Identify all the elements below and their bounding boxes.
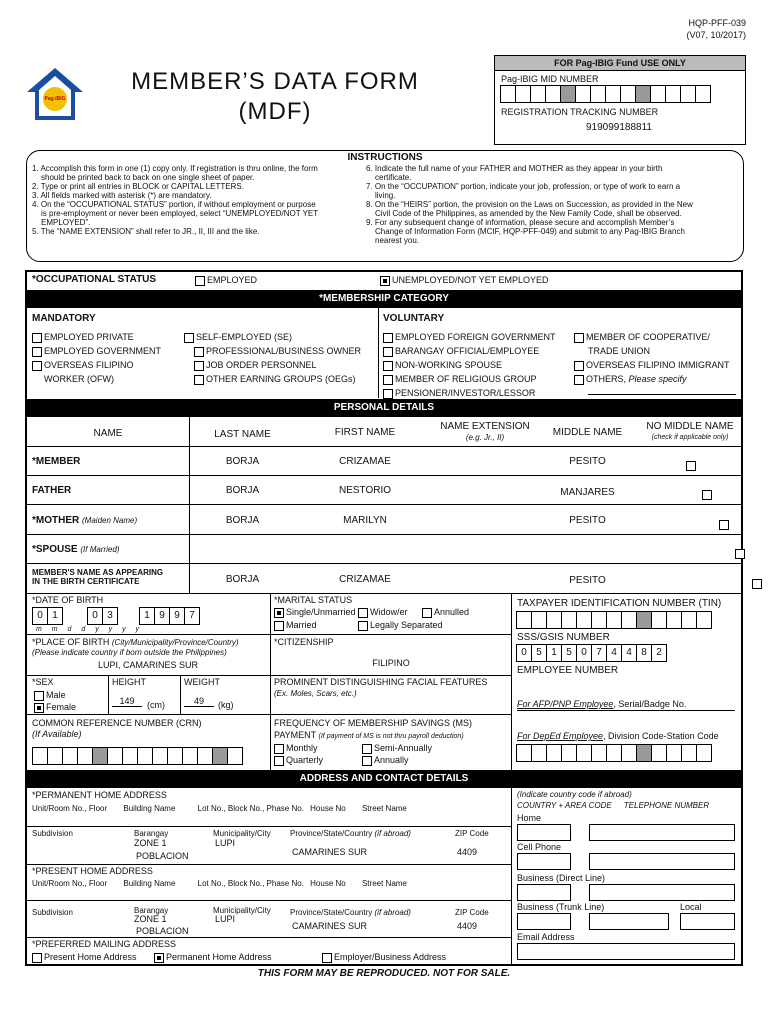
present-barangay-label: Barangay	[134, 906, 169, 915]
col-last: LAST NAME	[214, 429, 271, 440]
mandatory-label: MANDATORY	[32, 313, 96, 324]
afp-label: For AFP/PNP Employee, Serial/Badge No.	[517, 699, 687, 709]
present-barangay-value[interactable]: ZONE 1	[134, 914, 167, 924]
separated-checkbox[interactable]	[358, 621, 368, 631]
bus-direct-phone-input[interactable]	[589, 884, 735, 901]
bus-trunk-label: Business (Trunk Line)	[517, 902, 605, 912]
checkbox[interactable]	[574, 333, 584, 343]
mid-label: Pag-IBIG MID NUMBER	[501, 74, 599, 84]
marital-widow[interactable]: Widow/er	[358, 607, 408, 618]
checkbox[interactable]	[383, 333, 393, 343]
widow-checkbox[interactable]	[358, 608, 368, 618]
mother-middle[interactable]: PESITO	[569, 515, 606, 526]
present-barangay-value2[interactable]: POBLACION	[136, 926, 189, 936]
row-father-label: FATHER	[32, 485, 72, 496]
opt-ofi[interactable]: OVERSEAS FILIPINO IMMIGRANT	[574, 358, 730, 372]
col-name: NAME	[93, 428, 123, 439]
form-subtitle: (MDF)	[238, 98, 312, 125]
checkbox[interactable]	[383, 347, 393, 357]
perm-city-value[interactable]: LUPI	[215, 838, 236, 848]
form-title: MEMBER’S DATA FORM	[131, 68, 419, 95]
row-line	[27, 475, 741, 476]
col-divider	[511, 593, 512, 770]
address-header: ADDRESS AND CONTACT DETAILS	[27, 770, 741, 788]
height-unit: (cm)	[147, 700, 165, 710]
opt-cooperative[interactable]: MEMBER OF COOPERATIVE/	[574, 330, 730, 344]
row-mother-label: *MOTHER (Maiden Name)	[32, 515, 138, 526]
occ-unemployed[interactable]: UNEMPLOYED/NOT YET EMPLOYED	[380, 275, 549, 286]
checkbox[interactable]	[184, 333, 194, 343]
home-phone-input[interactable]	[589, 824, 735, 841]
opt-cooperative-line2: TRADE UNION	[588, 346, 651, 356]
contact-cols: COUNTRY + AREA CODE TELEPHONE NUMBER	[517, 801, 710, 810]
instructions-title: INSTRUCTIONS	[347, 152, 423, 163]
perm-city-label: Municipality/City	[213, 829, 271, 838]
cell-phone-input[interactable]	[589, 853, 735, 870]
checkbox[interactable]	[574, 361, 584, 371]
form-code: HQP-PFF-039	[688, 18, 746, 28]
present-zip-value[interactable]: 4409	[457, 921, 478, 931]
row-line	[27, 634, 511, 635]
row-line	[27, 937, 511, 938]
occ-status-label: *OCCUPATIONAL STATUS	[32, 274, 157, 285]
height-value[interactable]: 149	[112, 696, 142, 707]
present-province-value[interactable]: CAMARINES SUR	[292, 921, 368, 931]
member-nomid-checkbox[interactable]	[686, 461, 696, 471]
mail-permanent-checkbox[interactable]	[154, 953, 164, 963]
cell-area-code-input[interactable]	[517, 853, 571, 870]
row-member-label: *MEMBER	[32, 456, 81, 467]
membership-header: *MEMBERSHIP CATEGORY	[27, 290, 741, 308]
local-input[interactable]	[680, 913, 735, 930]
checkbox[interactable]	[194, 375, 204, 385]
row-line	[27, 593, 741, 594]
freq-label2: PAYMENT (If payment of MS is not thru payroll deduction)	[274, 730, 464, 740]
checkbox[interactable]	[194, 361, 204, 371]
deped-boxes[interactable]	[517, 744, 712, 762]
weight-unit: (kg)	[218, 700, 234, 710]
pob-note: (Please indicate country if born outside the Philippines)	[32, 648, 227, 657]
birthcert-last[interactable]: BORJA	[225, 574, 260, 585]
dob-label: *DATE OF BIRTH	[32, 595, 104, 605]
married-checkbox[interactable]	[274, 621, 284, 631]
marital-married[interactable]: Married	[274, 620, 317, 631]
mail-present[interactable]: Present Home Address	[32, 952, 137, 963]
marital-single[interactable]: Single/Unmarried	[274, 607, 356, 618]
contact-note: (Indicate country code if abroad)	[517, 790, 632, 799]
crn-sub: (If Available)	[32, 729, 82, 739]
monthly-checkbox[interactable]	[274, 744, 284, 754]
male-checkbox[interactable]	[34, 691, 44, 701]
mother-nomid-checkbox[interactable]	[719, 520, 729, 530]
unemployed-checkbox[interactable]	[380, 276, 390, 286]
annually-checkbox[interactable]	[362, 756, 372, 766]
opt-others[interactable]: OTHERS, Please specify	[574, 372, 730, 386]
perm-province-label: Province/State/Country (if abroad)	[290, 829, 411, 838]
row-line	[27, 446, 741, 447]
cell-label: Cell Phone	[517, 842, 562, 852]
voluntary-col1	[383, 330, 556, 400]
sex-male[interactable]: Male	[34, 690, 66, 701]
freq-annually[interactable]: Annually	[362, 755, 409, 766]
opt-pensioner[interactable]: PENSIONER/INVESTOR/LESSOR	[383, 386, 556, 400]
dob-legend: m m d d y y y y	[36, 626, 140, 633]
home-area-code-input[interactable]	[517, 824, 571, 841]
mid-number-boxes[interactable]	[501, 85, 711, 103]
perm-zip-label: ZIP Code	[455, 829, 489, 838]
col-nomid: NO MIDDLE NAME	[646, 421, 734, 432]
home-label: Home	[517, 813, 542, 823]
pag-ibig-logo	[25, 66, 85, 122]
col-nomid-sub: (check if applicable only)	[651, 434, 729, 441]
opt-ofw[interactable]: OVERSEAS FILIPINO	[32, 358, 161, 372]
row-line	[27, 563, 741, 564]
instructions-right: 6. Indicate the full name of your FATHER and MOTHER as they appear in your birth certificate. 7. On the “OCCUPATION” portion, indicate your job, profession, or type of work to earn a living. 8. On the “HEIRS” portion, the provision on the Laws on Succession, as provided in the New Civil Code of the Philippines, as amended by the New Family Code, shall be observed. 9. For any subsequent change of information, please secure and accomplish Member’s Change of Information Form (MCIF, HQP-PFF-049) and submit to any Pag-IBIG Branch nearest you.	[366, 164, 693, 245]
mandatory-col2	[184, 330, 361, 386]
member-last[interactable]: BORJA	[225, 456, 260, 467]
father-nomid-checkbox[interactable]	[702, 490, 712, 500]
bus-trunk-phone-input[interactable]	[589, 913, 669, 930]
col-divider	[511, 788, 512, 964]
voluntary-col2	[574, 330, 730, 386]
opt-foreign-gov[interactable]: EMPLOYED FOREIGN GOVERNMENT	[383, 330, 556, 344]
mail-employer-checkbox[interactable]	[322, 953, 332, 963]
mail-employer[interactable]: Employer/Business Address	[322, 952, 446, 963]
present-city-label: Municipality/City	[213, 906, 271, 915]
email-label: Email Address	[517, 932, 575, 942]
freq-monthly[interactable]: Monthly	[274, 743, 318, 754]
row-line	[27, 504, 741, 505]
opt-nonworking-spouse[interactable]: NON-WORKING SPOUSE	[383, 358, 556, 372]
row-birthcert-label: MEMBER'S NAME AS APPEARING IN THE BIRTH CERTIFICATE	[32, 568, 164, 586]
rtn-value: 919099188811	[586, 122, 652, 133]
female-checkbox[interactable]	[34, 703, 44, 713]
dob-month-boxes[interactable]: 0 1	[33, 607, 63, 625]
mandatory-col1	[32, 330, 161, 386]
row-spouse-label: *SPOUSE (If Married)	[32, 544, 120, 555]
checkbox[interactable]	[383, 375, 393, 385]
afp-line[interactable]	[517, 710, 735, 711]
opt-barangay[interactable]: BARANGAY OFFICIAL/EMPLOYEE	[383, 344, 556, 358]
mail-present-checkbox[interactable]	[32, 953, 42, 963]
bus-trunk-area-input[interactable]	[517, 913, 571, 930]
sex-female[interactable]: Female	[34, 702, 76, 713]
sss-label: SSS/GSIS NUMBER	[517, 632, 610, 643]
father-middle[interactable]: MANJARES	[560, 487, 615, 498]
col-divider	[189, 417, 190, 593]
birthcert-first[interactable]: CRIZAMAE	[339, 574, 391, 585]
row-line	[27, 900, 511, 901]
col-divider	[108, 675, 109, 714]
perm-province-value[interactable]: CAMARINES SUR	[292, 847, 368, 857]
dob-year-boxes[interactable]: 1 9 9 7	[140, 607, 200, 625]
row-line	[27, 534, 741, 535]
opt-oegs[interactable]: OTHER EARNING GROUPS (OEGs)	[184, 372, 361, 386]
col-first: FIRST NAME	[334, 427, 396, 438]
rtn-label: REGISTRATION TRACKING NUMBER	[501, 107, 659, 117]
member-first[interactable]: CRIZAMAE	[339, 456, 391, 467]
row-line	[27, 864, 511, 865]
birthcert-middle[interactable]: PESITO	[569, 575, 606, 586]
mailing-label: *PREFERRED MAILING ADDRESS	[32, 939, 177, 949]
sex-label: *SEX	[32, 677, 54, 687]
local-label: Local	[680, 902, 702, 912]
mother-first[interactable]: MARILYN	[343, 515, 387, 526]
opt-employed-government[interactable]: EMPLOYED GOVERNMENT	[32, 344, 161, 358]
facial-sub: (Ex. Moles, Scars, etc.)	[274, 689, 357, 698]
personal-header: PERSONAL DETAILS	[27, 399, 741, 417]
perm-barangay-value2[interactable]: POBLACION	[136, 851, 189, 861]
bus-direct-area-input[interactable]	[517, 884, 571, 901]
father-last[interactable]: BORJA	[225, 485, 260, 496]
tin-boxes[interactable]	[517, 611, 712, 629]
row-line	[27, 826, 511, 827]
form-version: (V07, 10/2017)	[686, 30, 746, 40]
voluntary-label: VOLUNTARY	[383, 313, 445, 324]
perm-subdivision-label: Subdivision	[32, 829, 73, 838]
opt-ofw-line2: WORKER (OFW)	[44, 374, 114, 384]
perm-zip-value[interactable]: 4409	[457, 847, 478, 857]
pob-label: *PLACE OF BIRTH (City/Municipality/Province/Country)	[32, 637, 239, 647]
weight-value[interactable]: 49	[184, 696, 214, 707]
present-city-value[interactable]: LUPI	[215, 914, 236, 924]
perm-barangay-value[interactable]: ZONE 1	[134, 838, 167, 848]
present-line1-labels: Unit/Room No., Floor Building Name Lot No., Block No., Phase No. House No Street Name	[32, 879, 407, 888]
marital-label: *MARITAL STATUS	[274, 595, 353, 605]
others-specify-line[interactable]	[588, 394, 736, 395]
row-line	[27, 714, 511, 715]
checkbox[interactable]	[32, 333, 42, 343]
marital-separated[interactable]: Legally Separated	[358, 620, 443, 631]
facial-label: PROMINENT DISTINGUISHING FACIAL FEATURES	[274, 677, 488, 687]
freq-label: FREQUENCY OF MEMBERSHIP SAVINGS (MS)	[274, 718, 473, 728]
present-province-label: Province/State/Country (if abroad)	[290, 908, 411, 917]
fund-use-header: FOR Pag-IBIG Fund USE ONLY	[495, 56, 745, 71]
checkbox[interactable]	[383, 361, 393, 371]
house-icon	[25, 66, 85, 122]
annulled-checkbox[interactable]	[422, 608, 432, 618]
tin-label: TAXPAYER IDENTIFICATION NUMBER (TIN)	[517, 598, 722, 609]
perm-address-label: *PERMANENT HOME ADDRESS	[32, 790, 167, 800]
col-divider	[180, 675, 181, 714]
sss-boxes[interactable]: 0 5 1 5 0 7 4 4 8 2	[517, 644, 667, 662]
checkbox[interactable]	[574, 375, 584, 385]
email-input[interactable]	[517, 943, 735, 960]
citizenship-label: *CITIZENSHIP	[274, 637, 334, 647]
crn-label: COMMON REFERENCE NUMBER (CRN)	[32, 718, 202, 728]
height-label: HEIGHT	[112, 677, 147, 687]
emp-no-label: EMPLOYEE NUMBER	[517, 665, 619, 676]
opt-religious[interactable]: MEMBER OF RELIGIOUS GROUP	[383, 372, 556, 386]
col-middle: MIDDLE NAME	[552, 427, 623, 438]
pob-value[interactable]: LUPI, CAMARINES SUR	[97, 660, 199, 670]
opt-professional[interactable]: PROFESSIONAL/BUSINESS OWNER	[184, 344, 361, 358]
instructions-left: 1. Accomplish this form in one (1) copy only. If registration is thru online, the form should be printed back to back on one single sheet of paper. 2. Type or print all entries in BLOCK or CAPITAL LETTERS. 3. All fields marked with asterisk (*) are mandatory. 4. On the “OCCUPATIONAL STATUS” portion, if without employment or purpose is pre-employment or never been employed, select “UNEMPLOYED/NOT YET EMPLOYED”. 5. The “NAME EXTENSION” shall refer to JR., II, III and the like.	[32, 164, 319, 236]
freq-quarterly[interactable]: Quarterly	[274, 755, 323, 766]
semi-annual-checkbox[interactable]	[362, 744, 372, 754]
col-ext: NAME EXTENSION	[440, 421, 530, 432]
mother-last[interactable]: BORJA	[225, 515, 260, 526]
present-zip-label: ZIP Code	[455, 908, 489, 917]
spouse-nomid-checkbox[interactable]	[735, 549, 745, 559]
checkbox[interactable]	[194, 347, 204, 357]
bus-direct-label: Business (Direct Line)	[517, 873, 606, 883]
crn-boxes[interactable]	[33, 747, 243, 765]
quarterly-checkbox[interactable]	[274, 756, 284, 766]
checkbox[interactable]	[32, 347, 42, 357]
others-specify: Please specify	[628, 374, 687, 384]
perm-barangay-label: Barangay	[134, 829, 169, 838]
occ-employed[interactable]: EMPLOYED	[195, 275, 257, 286]
col-ext-sub: (e.g. Jr., II)	[465, 433, 505, 442]
weight-label: WEIGHT	[184, 677, 220, 687]
member-middle[interactable]: PESITO	[569, 456, 606, 467]
present-address-label: *PRESENT HOME ADDRESS	[32, 866, 153, 876]
dob-day-boxes[interactable]: 0 3	[88, 607, 118, 625]
birthcert-nomid-checkbox[interactable]	[752, 579, 762, 589]
membership-divider	[378, 308, 379, 398]
mail-permanent[interactable]: Permanent Home Address	[154, 952, 272, 963]
checkbox[interactable]	[32, 361, 42, 371]
perm-line1-labels: Unit/Room No., Floor Building Name Lot No., Block No., Phase No. House No Street Name	[32, 804, 407, 813]
single-checkbox[interactable]	[274, 608, 284, 618]
footer-note: THIS FORM MAY BE REPRODUCED. NOT FOR SALE.	[257, 968, 511, 979]
employed-checkbox[interactable]	[195, 276, 205, 286]
opt-employed-private[interactable]: EMPLOYED PRIVATE	[32, 330, 161, 344]
opt-job-order[interactable]: JOB ORDER PERSONNEL	[184, 358, 361, 372]
freq-semi[interactable]: Semi-Annually	[362, 743, 432, 754]
marital-annulled[interactable]: Annulled	[422, 607, 469, 618]
col-divider	[270, 593, 271, 770]
deped-label: For DepEd Employee, Division Code-Station Code	[517, 731, 719, 741]
present-subdivision-label: Subdivision	[32, 908, 73, 917]
row-line	[27, 675, 511, 676]
checkbox[interactable]	[383, 389, 393, 399]
logo-text: Pag-IBIG	[44, 96, 66, 102]
opt-self-employed[interactable]: SELF-EMPLOYED (SE)	[184, 330, 361, 344]
citizenship-value[interactable]: FILIPINO	[372, 658, 410, 668]
father-first[interactable]: NESTORIO	[338, 485, 392, 496]
